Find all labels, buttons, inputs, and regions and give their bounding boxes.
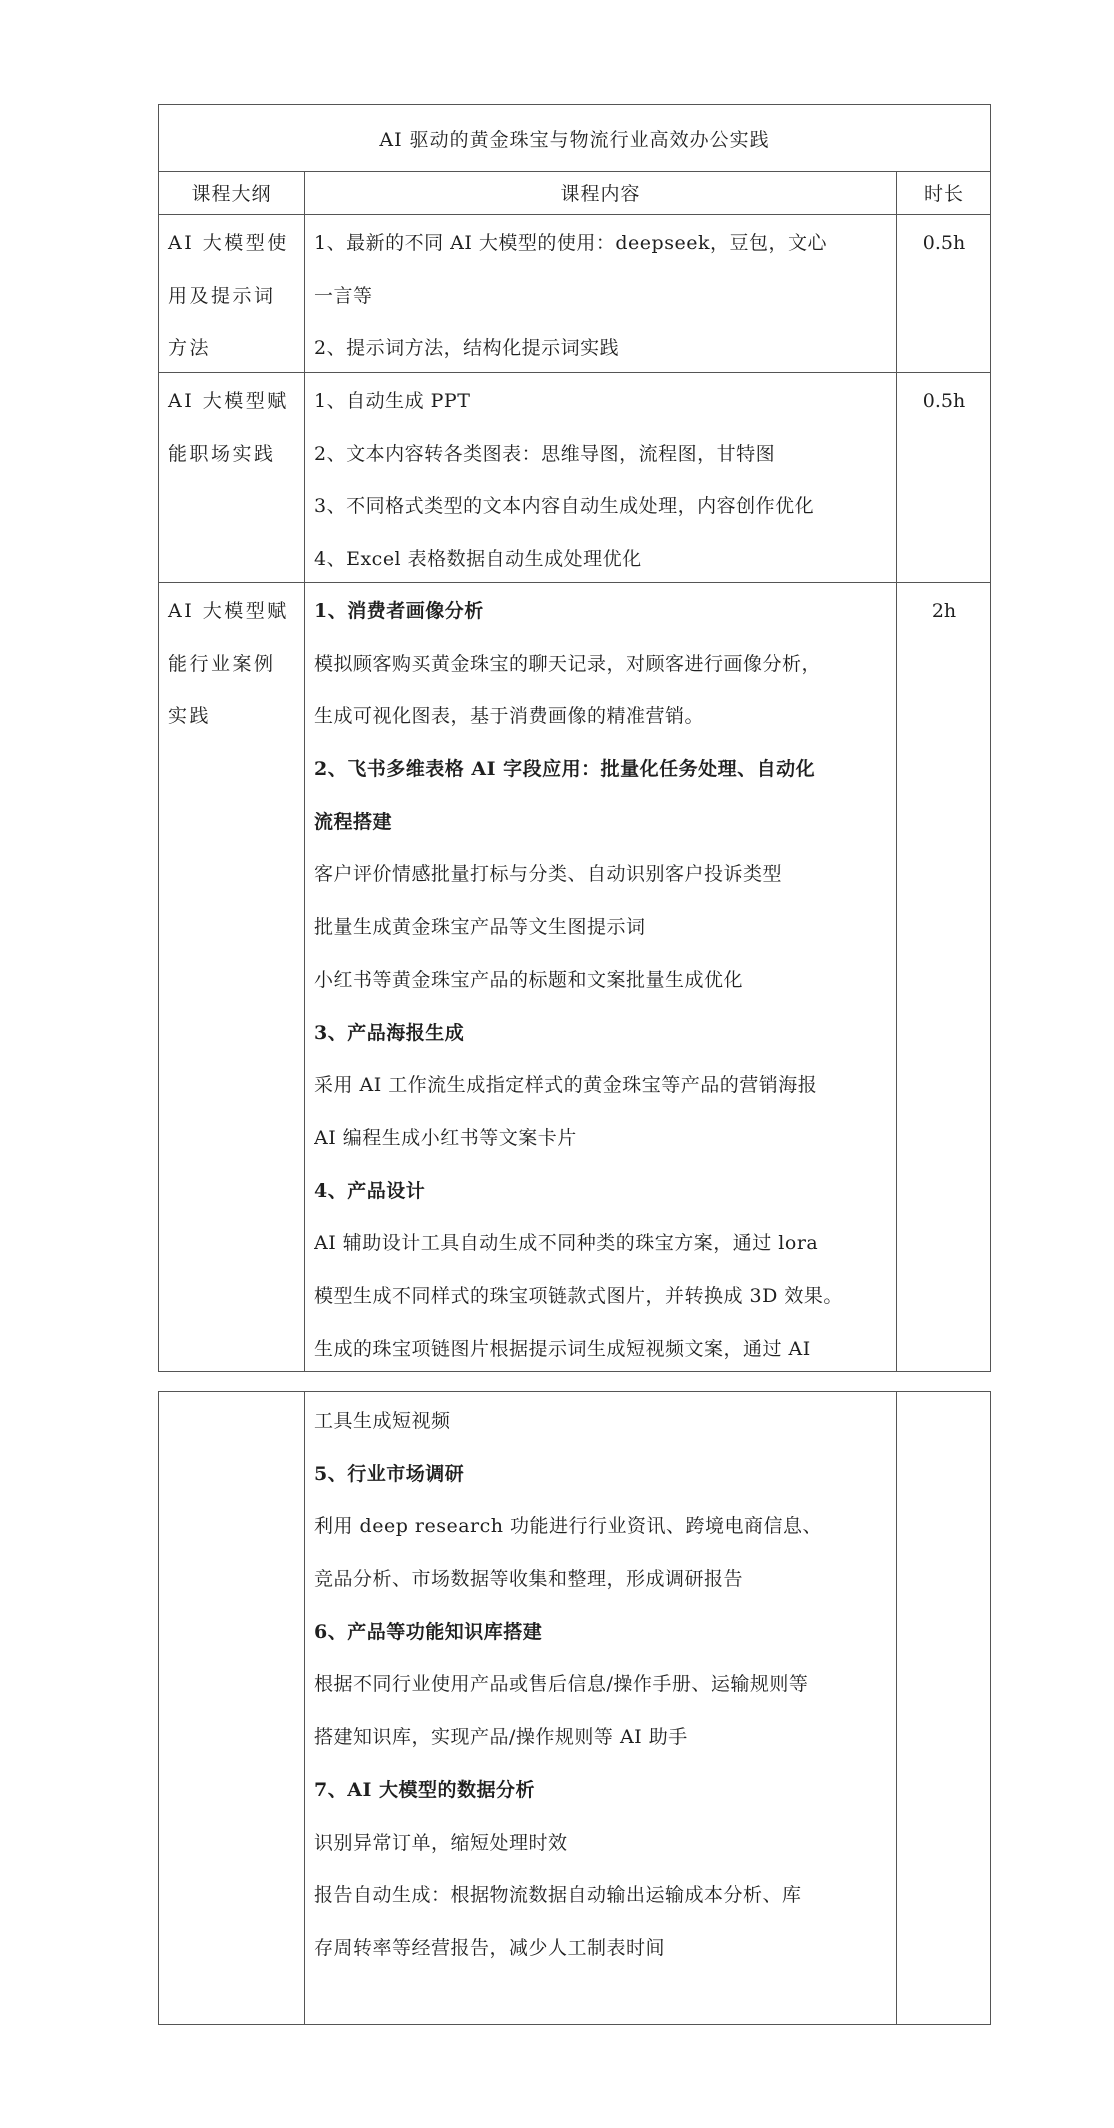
content-line: 采用 AI 工作流生成指定样式的黄金珠宝等产品的营销海报 — [314, 1074, 818, 1097]
content-line: 客户评价情感批量打标与分类、自动识别客户投诉类型 — [314, 863, 783, 886]
header-duration: 时长 — [923, 183, 964, 205]
header-content: 课程内容 — [560, 183, 641, 205]
table-title: AI 驱动的黄金珠宝与物流行业高效办公实践 — [379, 128, 770, 151]
row-outline: AI 大模型使 用及提示词 方法 — [168, 232, 289, 360]
row-content — [305, 1392, 896, 2024]
content-line: 2、飞书多维表格 AI 字段应用：批量化任务处理、自动化 — [314, 758, 816, 781]
content-line: 3、产品海报生成 — [314, 1021, 465, 1044]
content-line: 存周转率等经营报告，减少人工制表时间 — [314, 1936, 666, 1959]
content-line: 4、Excel 表格数据自动生成处理优化 — [314, 548, 642, 571]
content-line: 7、AI 大模型的数据分析 — [314, 1778, 535, 1801]
course-table — [158, 104, 991, 1372]
content-line: 识别异常订单，缩短处理时效 — [314, 1831, 568, 1854]
content-line: 3、不同格式类型的文本内容自动生成处理，内容创作优化 — [314, 495, 815, 518]
content-line: 批量生成黄金珠宝产品等文生图提示词 — [314, 916, 646, 939]
content-line: 根据不同行业使用产品或售后信息/操作手册、运输规则等 — [314, 1673, 809, 1696]
row-duration: 2h — [931, 600, 957, 622]
content-line: 1、自动生成 PPT — [314, 390, 471, 412]
content-line: 报告自动生成：根据物流数据自动输出运输成本分析、库 — [314, 1884, 802, 1907]
content-line: 生成可视化图表，基于消费画像的精准营销。 — [314, 705, 705, 728]
content-line: 1、最新的不同 AI 大模型的使用：deepseek，豆包，文心 — [314, 232, 827, 254]
content-line: 2、文本内容转各类图表：思维导图，流程图，甘特图 — [314, 442, 776, 465]
content-line: 小红书等黄金珠宝产品的标题和文案批量生成优化 — [314, 968, 744, 991]
content-line: 利用 deep research 功能进行行业资讯、跨境电商信息、 — [314, 1515, 823, 1538]
row-content — [305, 214, 896, 372]
content-line: 1、消费者画像分析 — [314, 600, 484, 622]
content-line: 2、提示词方法，结构化提示词实践 — [314, 337, 620, 360]
content-line: 模拟顾客购买黄金珠宝的聊天记录，对顾客进行画像分析， — [314, 652, 822, 675]
content-line: AI 编程生成小红书等文案卡片 — [314, 1126, 577, 1149]
content-line: 模型生成不同样式的珠宝项链款式图片，并转换成 3D 效果。 — [314, 1284, 843, 1307]
row-outline: AI 大模型赋 能行业案例 实践 — [168, 600, 289, 728]
divider — [896, 171, 897, 1371]
divider — [896, 1392, 897, 2024]
content-line: 生成的珠宝项链图片根据提示词生成短视频文案，通过 AI — [314, 1337, 811, 1360]
row-content — [305, 372, 896, 582]
content-line: 6、产品等功能知识库搭建 — [314, 1620, 543, 1643]
content-line: 流程搭建 — [314, 810, 393, 833]
row-duration: 0.5h — [922, 232, 966, 254]
content-line: 竞品分析、市场数据等收集和整理，形成调研报告 — [314, 1568, 744, 1591]
content-line: AI 辅助设计工具自动生成不同种类的珠宝方案，通过 lora — [314, 1232, 819, 1255]
content-line: 5、行业市场调研 — [314, 1462, 465, 1485]
content-line: 一言等 — [314, 284, 373, 307]
content-line: 工具生成短视频 — [314, 1410, 451, 1432]
content-line: 4、产品设计 — [314, 1179, 426, 1202]
header-outline: 课程大纲 — [191, 183, 272, 205]
row-duration: 0.5h — [922, 390, 966, 412]
content-line: 搭建知识库，实现产品/操作规则等 AI 助手 — [314, 1726, 688, 1749]
row-content — [305, 582, 896, 1372]
course-table-continued — [158, 1391, 991, 2025]
row-outline: AI 大模型赋 能职场实践 — [168, 390, 289, 465]
